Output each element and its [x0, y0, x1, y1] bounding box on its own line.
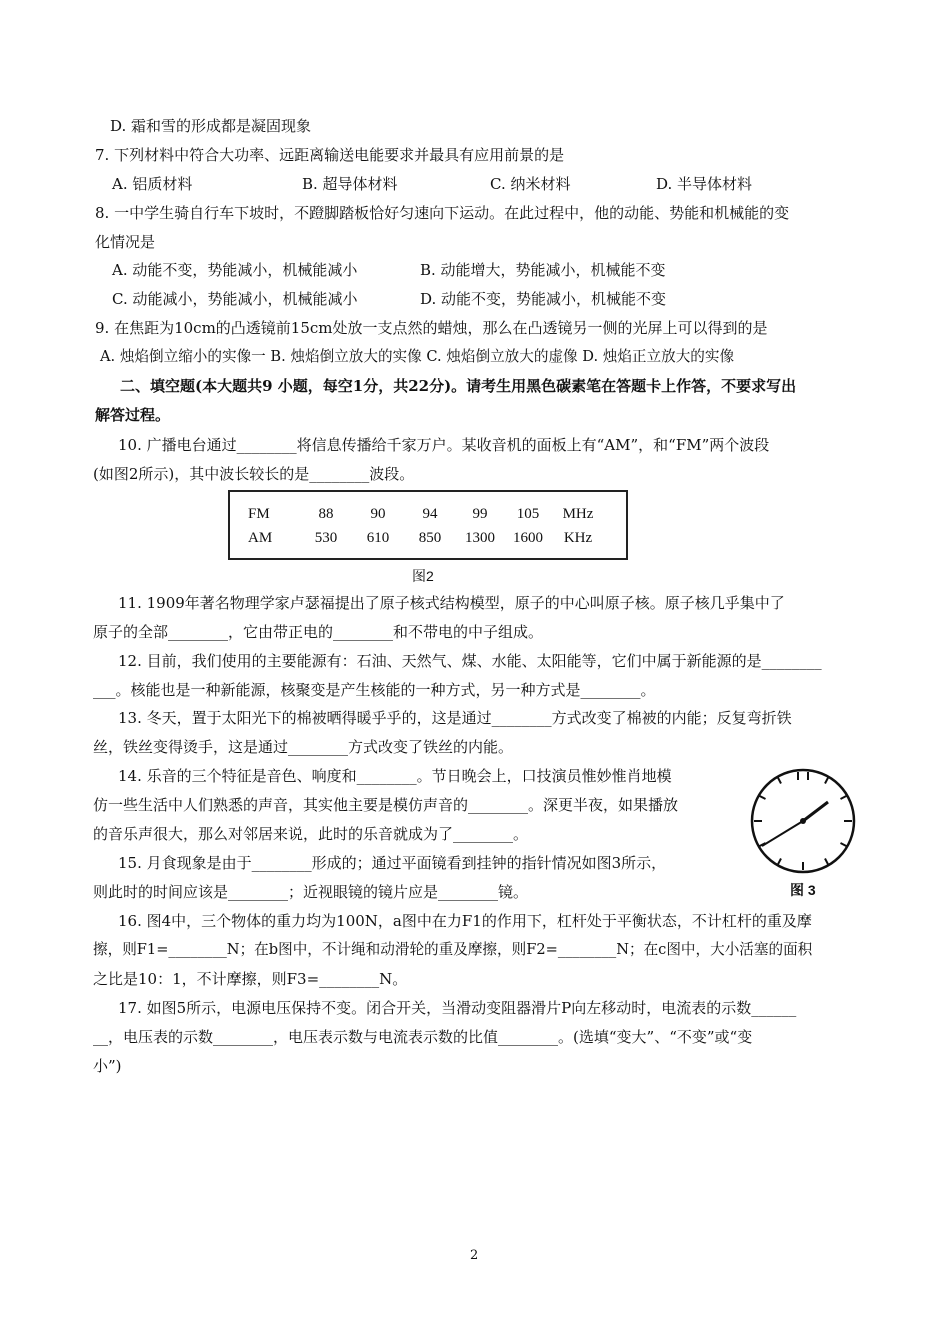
- q16-line2: 擦，则F1=________N；在b图中，不计绳和动滑轮的重及摩擦，则F2=________N；在c图中，大小活塞的面积: [93, 941, 813, 958]
- q6-option-d: D. 霜和雪的形成都是凝固现象: [110, 117, 312, 135]
- section2-heading-line2: 解答过程。: [95, 406, 171, 424]
- unit-label: KHz: [563, 529, 593, 546]
- q8-option-a: A. 动能不变，势能减小，机械能减小: [112, 261, 358, 279]
- q7-stem: 7. 下列材料中符合大功率、远距离输送电能要求并最具有应用前景的是: [95, 146, 565, 164]
- q10-line2: (如图2所示)，其中波长较长的是________波段。: [93, 465, 415, 483]
- q13-line2: 丝，铁丝变得烫手，这是通过________方式改变了铁丝的内能。: [93, 738, 514, 756]
- figure2-caption: 图2: [412, 568, 434, 584]
- q11-line2: 原子的全部________，它由带正电的________和不带电的中子组成。: [93, 623, 544, 641]
- q17-line1: 17. 如图5所示，电源电压保持不变。闭合开关，当滑动变阻器滑片P向左移动时，电流表的示数______: [118, 999, 797, 1017]
- table-cell: 850: [418, 529, 442, 546]
- table-cell: 105: [516, 505, 540, 522]
- q15-line2: 则此时的时间应该是________；近视眼镜的镜片应是________镜。: [93, 883, 529, 901]
- q8-option-d: D. 动能不变，势能减小，机械能不变: [420, 290, 667, 308]
- q16-line3: 之比是10：1，不计摩擦，则F3=________N。: [93, 970, 408, 988]
- table-cell: 530: [314, 529, 338, 546]
- q8-option-c: C. 动能减小，势能减小，机械能减小: [112, 290, 358, 308]
- table-cell: 99: [472, 505, 488, 522]
- q7-option-c: C. 纳米材料: [490, 175, 571, 193]
- radio-frequency-panel: [228, 490, 628, 560]
- band-label: AM: [248, 529, 273, 546]
- q9-options: A. 烛焰倒立缩小的实像一 B. 烛焰倒立放大的实像 C. 烛焰倒立放大的虚像 D. 烛焰正立放大的实像: [100, 348, 735, 365]
- q8-stem-line1: 8. 一中学生骑自行车下坡时，不蹬脚踏板恰好匀速向下运动。在此过程中，他的动能、势能和机械能的变: [95, 204, 790, 222]
- table-row: [248, 526, 604, 550]
- q13-line1: 13. 冬天，置于太阳光下的棉被晒得暖乎乎的，这是通过________方式改变了棉被的内能；反复弯折铁: [118, 709, 792, 727]
- unit-label: MHz: [562, 505, 594, 522]
- q7-option-a: A. 铝质材料: [112, 175, 193, 193]
- section2-heading-line1: 二、填空题(本大题共9 小题，每空1分，共22分)。请考生用黑色碳素笔在答题卡上作答，不要求写出: [120, 377, 797, 395]
- q7-option-d: D. 半导体材料: [656, 175, 753, 193]
- table-cell: 94: [422, 505, 438, 522]
- q17-line3: 小”): [93, 1057, 122, 1075]
- q7-option-b: B. 超导体材料: [302, 175, 398, 193]
- radio-frequency-table: [248, 502, 604, 550]
- q10-line1: 10. 广播电台通过________将信息传播给千家万户。某收音机的面板上有“AM”，和“FM”两个波段: [118, 436, 770, 454]
- table-row: [248, 502, 604, 526]
- q14-line2: 仿一些生活中人们熟悉的声音，其实他主要是模仿声音的________。深更半夜，如果播放: [93, 796, 679, 814]
- q8-option-b: B. 动能增大，势能减小，机械能不变: [420, 261, 666, 279]
- band-label: FM: [248, 505, 270, 522]
- q16-line1: 16. 图4中，三个物体的重力均为100N，a图中在力F1的作用下，杠杆处于平衡状态，不计杠杆的重及摩: [118, 912, 812, 930]
- q11-line1: 11. 1909年著名物理学家卢瑟福提出了原子核式结构模型，原子的中心叫原子核。原子核几乎集中了: [118, 594, 785, 612]
- table-cell: 1300: [465, 529, 495, 546]
- table-cell: 610: [366, 529, 390, 546]
- clock-icon: [748, 766, 858, 876]
- q12-line2: ___。核能也是一种新能源，核聚变是产生核能的一种方式，另一种方式是________。: [93, 681, 656, 699]
- q12-line1: 12. 目前，我们使用的主要能源有：石油、天然气、煤、水能、太阳能等，它们中属于新能源的是________: [118, 652, 822, 670]
- table-cell: 88: [318, 505, 334, 522]
- q15-line1: 15. 月食现象是由于________形成的；通过平面镜看到挂钟的指针情况如图3所示，: [118, 854, 667, 872]
- q8-stem-line2: 化情况是: [95, 233, 156, 251]
- q17-line2: __，电压表的示数________，电压表示数与电流表示数的比值________。(选填“变大”、“不变”或“变: [93, 1028, 753, 1046]
- q14-line3: 的音乐声很大，那么对邻居来说，此时的乐音就成为了________。: [93, 825, 529, 843]
- figure3-caption: 图 3: [790, 882, 816, 898]
- q14-line1: 14. 乐音的三个特征是音色、响度和________。节日晚会上，口技演员惟妙惟肖地模: [118, 767, 672, 785]
- q9-stem: 9. 在焦距为10cm的凸透镜前15cm处放一支点然的蜡烛，那么在凸透镜另一侧的光屏上可以得到的是: [95, 319, 768, 337]
- page-number: 2: [470, 1248, 479, 1263]
- table-cell: 1600: [513, 529, 543, 546]
- table-cell: 90: [370, 505, 386, 522]
